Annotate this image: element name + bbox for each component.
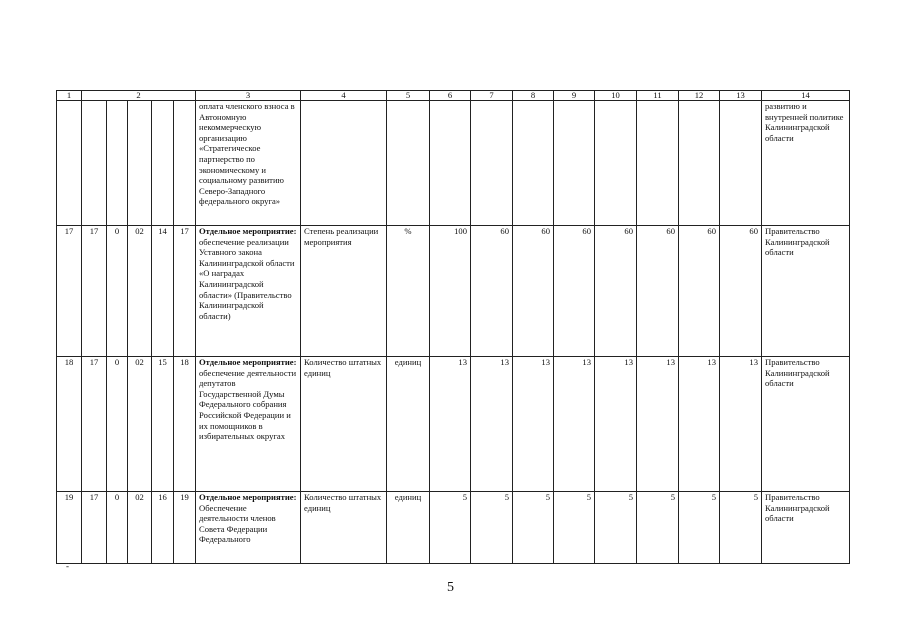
event-label: Отдельное мероприятие: xyxy=(199,226,297,236)
table-row xyxy=(57,357,850,492)
value-cell: 13 xyxy=(554,357,595,492)
unit-cell: единиц xyxy=(387,357,430,492)
value-cell: 13 xyxy=(471,357,513,492)
indicator-cell: Степень реализации мероприятия xyxy=(301,226,387,357)
header-cell: 13 xyxy=(720,91,762,101)
header-cell: 2 xyxy=(82,91,196,101)
header-cell: 9 xyxy=(554,91,595,101)
value-cell xyxy=(679,101,720,226)
program-table xyxy=(56,90,850,564)
code-cell: 15 xyxy=(152,357,174,492)
value-cell: 60 xyxy=(720,226,762,357)
executor-cell: развитию и внутренней политике Калининградской области xyxy=(762,101,850,226)
page-number: 5 xyxy=(447,580,454,595)
code-cell xyxy=(82,101,107,226)
event-name: Обеспечение деятельности членов Совета Федерации Федерального xyxy=(199,502,276,545)
header-cell: 14 xyxy=(762,91,850,101)
value-cell: 13 xyxy=(430,357,471,492)
value-cell: 60 xyxy=(513,226,554,357)
code-cell: 14 xyxy=(152,226,174,357)
header-cell: 6 xyxy=(430,91,471,101)
event-name: обеспечение реализации Уставного закона Калининградской области «О наградах Калининградской области» (Правительство Калининградской области) xyxy=(199,236,295,321)
value-cell: 13 xyxy=(513,357,554,492)
event-label: Отдельное мероприятие: xyxy=(199,357,297,367)
code-cell: 16 xyxy=(152,492,174,564)
code-cell: 17 xyxy=(57,226,82,357)
unit-cell xyxy=(387,101,430,226)
value-cell: 5 xyxy=(513,492,554,564)
value-cell xyxy=(430,101,471,226)
event-name: обеспечение деятельности депутатов Государственной Думы Федерального собрания Российской Федерации и их помощников в избирательных округах xyxy=(199,367,297,442)
code-cell: 0 xyxy=(107,492,128,564)
code-cell xyxy=(107,101,128,226)
code-cell xyxy=(152,101,174,226)
value-cell xyxy=(720,101,762,226)
value-cell: 13 xyxy=(679,357,720,492)
header-cell: 3 xyxy=(196,91,301,101)
header-cell: 1 xyxy=(57,91,82,101)
value-cell: 5 xyxy=(554,492,595,564)
code-cell: 0 xyxy=(107,357,128,492)
value-cell xyxy=(471,101,513,226)
executor-cell: Правительство Калининградской области xyxy=(762,226,850,357)
indicator-cell: Количество штатных единиц xyxy=(301,492,387,564)
header-cell: 12 xyxy=(679,91,720,101)
code-cell: 02 xyxy=(128,492,152,564)
name-cell xyxy=(196,492,301,564)
unit-cell: единиц xyxy=(387,492,430,564)
indicator-cell: Количество штатных единиц xyxy=(301,357,387,492)
value-cell: 5 xyxy=(471,492,513,564)
value-cell: 100 xyxy=(430,226,471,357)
name-cell xyxy=(196,357,301,492)
code-cell: 17 xyxy=(82,357,107,492)
value-cell xyxy=(513,101,554,226)
header-cell: 10 xyxy=(595,91,637,101)
table-row xyxy=(57,226,850,357)
code-cell: 02 xyxy=(128,357,152,492)
value-cell xyxy=(637,101,679,226)
table-row xyxy=(57,492,850,564)
value-cell: 5 xyxy=(720,492,762,564)
value-cell: 5 xyxy=(637,492,679,564)
footer-dash: - xyxy=(66,561,69,571)
code-cell: 19 xyxy=(174,492,196,564)
code-cell: 0 xyxy=(107,226,128,357)
indicator-cell xyxy=(301,101,387,226)
value-cell: 60 xyxy=(595,226,637,357)
code-cell xyxy=(128,101,152,226)
code-cell: 17 xyxy=(174,226,196,357)
header-cell: 11 xyxy=(637,91,679,101)
code-cell: 17 xyxy=(82,226,107,357)
event-label: Отдельное мероприятие: xyxy=(199,492,297,502)
code-cell xyxy=(57,101,82,226)
code-cell: 17 xyxy=(82,492,107,564)
value-cell: 13 xyxy=(637,357,679,492)
header-row xyxy=(57,91,850,101)
value-cell: 60 xyxy=(554,226,595,357)
value-cell: 13 xyxy=(595,357,637,492)
value-cell: 60 xyxy=(471,226,513,357)
event-name: оплата членского взноса в Автономную некоммерческую организацию «Стратегическое партнерство по экономическому и социальному развитию Северо-Западного федерального округа» xyxy=(199,101,295,207)
value-cell xyxy=(554,101,595,226)
value-cell xyxy=(595,101,637,226)
header-cell: 4 xyxy=(301,91,387,101)
value-cell: 5 xyxy=(595,492,637,564)
header-cell: 7 xyxy=(471,91,513,101)
header-cell: 5 xyxy=(387,91,430,101)
header-cell: 8 xyxy=(513,91,554,101)
value-cell: 60 xyxy=(679,226,720,357)
value-cell: 5 xyxy=(679,492,720,564)
table-row xyxy=(57,101,850,226)
name-cell xyxy=(196,101,301,226)
value-cell: 5 xyxy=(430,492,471,564)
code-cell: 19 xyxy=(57,492,82,564)
name-cell xyxy=(196,226,301,357)
code-cell xyxy=(174,101,196,226)
code-cell: 18 xyxy=(57,357,82,492)
value-cell: 60 xyxy=(637,226,679,357)
code-cell: 02 xyxy=(128,226,152,357)
code-cell: 18 xyxy=(174,357,196,492)
executor-cell: Правительство Калининградской области xyxy=(762,492,850,564)
value-cell: 13 xyxy=(720,357,762,492)
executor-cell: Правительство Калининградской области xyxy=(762,357,850,492)
unit-cell: % xyxy=(387,226,430,357)
